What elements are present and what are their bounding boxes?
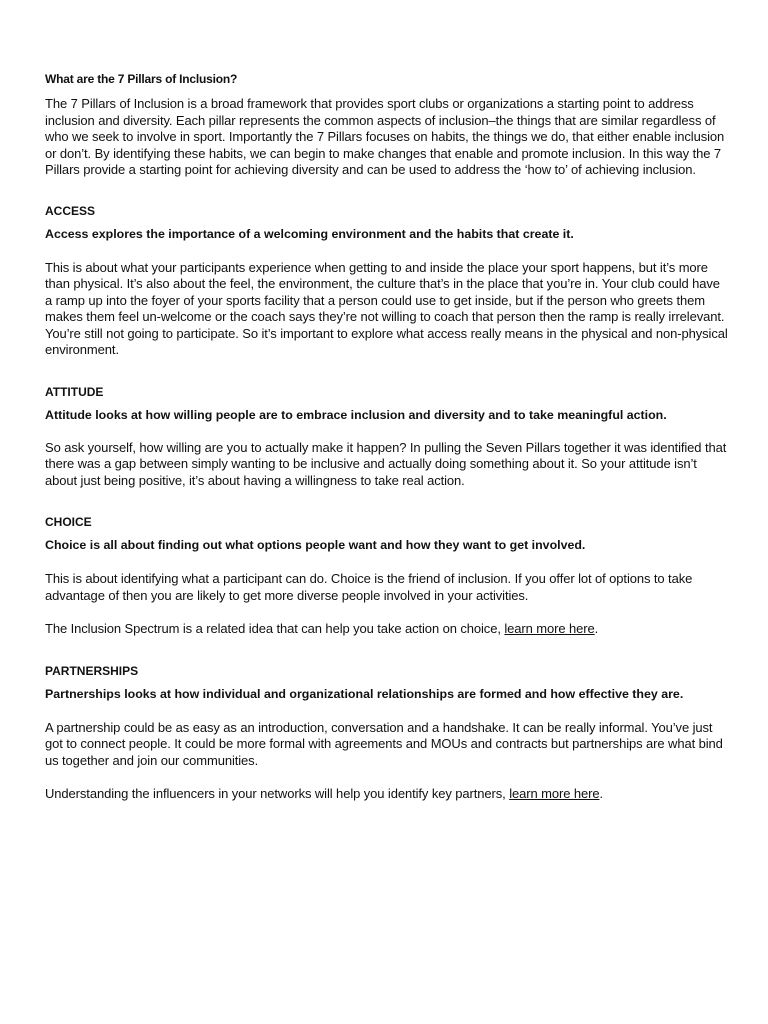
choice-heading: CHOICE (45, 515, 92, 529)
choice-lead: Choice is all about finding out what options people want and how they want to get involved. (45, 538, 586, 552)
intro-paragraph: The 7 Pillars of Inclusion is a broad framework that provides sport clubs or organizations a starting point to address inclusion and diversity. Each pillar represents the common aspects of inclusion–the things that are similar regardless of who we seek to involve in sport. Importantly the 7 Pillars focuses on habits, the things we do, that either enable inclusion or don’t. By identifying these habits, we can begin to make changes that enable and promote inclusion. In this way the 7 Pillars provide a starting point for achieving diversity and can be used to address the ‘how to’ of achieving inclusion. (45, 96, 725, 177)
access-body: This is about what your participants experience when getting to and inside the place your sport happens, but it’s more than physical. It’s also about the feel, the environment, the culture that’s in the place that you’re in. Your club could have a ramp up into the foyer of your sports facility that a person could use to get inside, but if the person who greets them makes them feel un-welcome or the coach says they’re not willing to coach that person then the ramp is really irrelevant. You’re still not going to participate. So it’s important to explore what access really means in the physical and non-physical environment. (45, 259, 728, 357)
partnerships-note (45, 786, 730, 803)
document-title: What are the 7 Pillars of Inclusion? (45, 72, 238, 86)
attitude-lead: Attitude looks at how willing people are to embrace inclusion and diversity and to take meaningful action. (45, 407, 667, 422)
attitude-body: So ask yourself, how willing are you to actually make it happen? In pulling the Seven Pillars together it was identified that there was a gap between simply wanting to be inclusive and actually doing something about it. So your attitude isn’t about just being positive, it’s about having a willingness to take real action. (45, 439, 727, 488)
document-page (45, 70, 730, 803)
choice-note (45, 621, 730, 638)
choice-note-end: . (594, 621, 599, 636)
partnerships-note-end: . (599, 786, 603, 801)
attitude-heading: ATTITUDE (45, 384, 104, 399)
partnerships-lead: Partnerships looks at how individual and organizational relationships are formed and how effective they are. (45, 686, 684, 701)
access-heading: ACCESS (45, 203, 96, 218)
partnerships-learn-more-link[interactable]: learn more here (509, 786, 600, 801)
choice-note-text: The Inclusion Spectrum is a related idea that can help you take action on choice, (45, 621, 505, 636)
partnerships-body: A partnership could be as easy as an introduction, conversation and a handshake. It can be really informal. You’ve just got to connect people. It could be more formal with agreements and MOUs and contracts but partnerships are what bind us together and join our communities. (45, 719, 723, 768)
partnerships-note-text: Understanding the influencers in your networks will help you identify key partners, (45, 786, 510, 801)
choice-learn-more-link[interactable]: learn more here (504, 621, 595, 636)
access-lead: Access explores the importance of a welcoming environment and the habits that create it. (45, 226, 574, 241)
partnerships-heading: PARTNERSHIPS (45, 663, 139, 678)
choice-body: This is about identifying what a participant can do. Choice is the friend of inclusion. If you offer lot of options to take advantage of then you are likely to get more diverse people involved in your activities. (45, 571, 693, 603)
